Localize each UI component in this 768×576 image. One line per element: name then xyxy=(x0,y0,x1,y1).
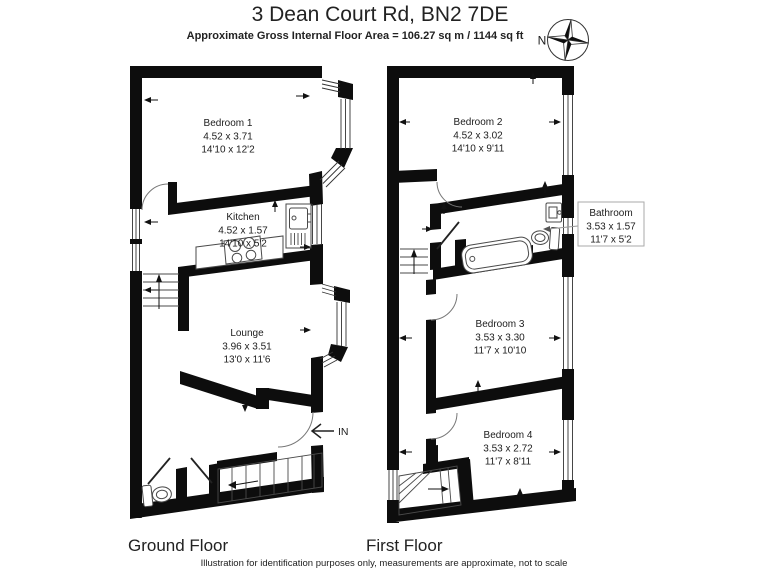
kitchen-imperial: 14'10 x 5'2 xyxy=(219,238,267,250)
bedroom1-imperial: 14'10 x 12'2 xyxy=(201,144,255,156)
lounge-metric: 3.96 x 3.51 xyxy=(222,341,272,353)
lounge-label xyxy=(222,328,272,366)
entrance-in-arrow-icon xyxy=(312,424,334,438)
floor-area-subtitle: Approximate Gross Internal Floor Area = 106.27 sq m / 1144 sq ft xyxy=(186,30,524,42)
entrance-in-label: IN xyxy=(338,426,349,438)
bedroom3-label xyxy=(474,319,527,357)
bedroom4-label xyxy=(483,430,533,468)
disclaimer-text: Illustration for identification purposes only, measurements are approximate, not to scale xyxy=(200,558,568,569)
kitchen-name: Kitchen xyxy=(226,212,260,223)
bathroom-imperial: 11'7 x 5'2 xyxy=(590,234,632,246)
bedroom3-door-arc xyxy=(431,294,457,320)
kitchen-label xyxy=(218,212,268,250)
first-floor-windows xyxy=(389,95,573,500)
bathtub-icon xyxy=(460,236,534,275)
ground-floor-title: Ground Floor xyxy=(128,536,229,555)
bedroom2-imperial: 14'10 x 9'11 xyxy=(451,143,505,155)
bedroom2-label xyxy=(452,117,505,155)
bedroom1-door-arc xyxy=(142,184,168,210)
bedroom1-label xyxy=(201,118,255,156)
bedroom4-name: Bedroom 4 xyxy=(483,430,533,441)
bedroom4-imperial: 11'7 x 8'11 xyxy=(484,456,532,468)
bedroom3-metric: 3.53 x 3.30 xyxy=(475,332,525,344)
bedroom1-name: Bedroom 1 xyxy=(203,118,253,129)
first-floor-stair-flight xyxy=(400,249,428,274)
bedroom3-imperial: 11'7 x 10'10 xyxy=(473,345,527,357)
ground-floor-plan xyxy=(130,66,353,519)
page-title: 3 Dean Court Rd, BN2 7DE xyxy=(251,3,509,26)
bedroom1-metric: 4.52 x 3.71 xyxy=(203,131,253,143)
lounge-name: Lounge xyxy=(230,328,264,339)
first-floor-plan xyxy=(387,66,644,523)
lounge-imperial: 13'0 x 11'6 xyxy=(223,354,271,366)
bedroom4-metric: 3.53 x 2.72 xyxy=(483,443,533,455)
compass-rose-icon xyxy=(538,19,589,61)
wc-door-leaf xyxy=(148,458,170,484)
bedroom2-metric: 4.52 x 3.02 xyxy=(453,130,503,142)
bathroom-name: Bathroom xyxy=(589,208,633,219)
compass-north-label: N xyxy=(537,33,547,48)
entrance-door-arc xyxy=(278,412,313,447)
first-floor-title: First Floor xyxy=(366,536,443,555)
bedroom2-name: Bedroom 2 xyxy=(453,117,503,128)
kitchen-sink-icon xyxy=(286,204,311,248)
bedroom4-door-arc xyxy=(431,413,457,439)
bathroom-sink-icon xyxy=(546,203,562,222)
bedroom3-name: Bedroom 3 xyxy=(475,319,525,330)
bathroom-metric: 3.53 x 1.57 xyxy=(586,221,636,233)
hall-door-leaf xyxy=(191,458,212,483)
kitchen-metric: 4.52 x 1.57 xyxy=(218,225,268,237)
